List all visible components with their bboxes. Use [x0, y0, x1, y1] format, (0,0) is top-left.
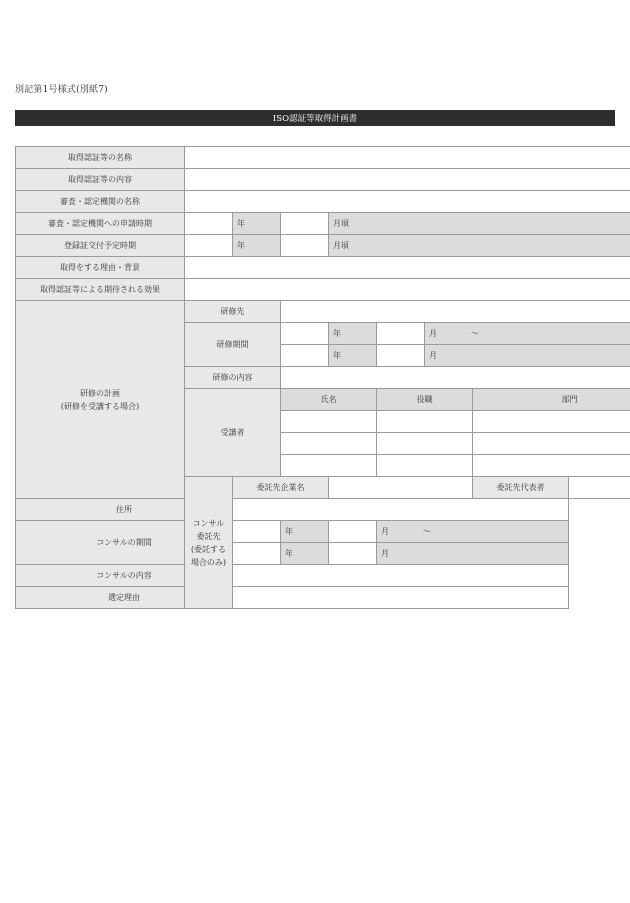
training-section-label: [16, 301, 185, 499]
training-content-label: 研修の内容: [185, 367, 281, 389]
month-unit: 月: [429, 329, 437, 338]
training-period-label: 研修期間: [185, 323, 281, 367]
issue-year-field[interactable]: [185, 235, 233, 257]
reason-field[interactable]: [185, 257, 630, 279]
month-unit-range: [425, 323, 630, 345]
training-section-note: (研修を受講する場合): [60, 401, 140, 411]
consult-end-month-field[interactable]: [329, 543, 377, 565]
consult-address-label: 住所: [16, 499, 233, 521]
consult-content-field[interactable]: [233, 565, 569, 587]
col-position-header: 役職: [377, 389, 473, 411]
application-month-field[interactable]: [281, 213, 329, 235]
month-unit: 月: [381, 527, 389, 536]
consult-section-note: (委託する場合のみ): [190, 544, 227, 567]
training-end-month-field[interactable]: [377, 345, 425, 367]
cert-content-field[interactable]: [185, 169, 630, 191]
year-unit: 年: [281, 521, 329, 543]
consult-address-field[interactable]: [233, 499, 569, 521]
month-approx-unit: 月頃: [329, 213, 630, 235]
consult-end-year-field[interactable]: [233, 543, 281, 565]
attendee-department-field[interactable]: [473, 433, 630, 455]
cert-name-label: 取得認証等の名称: [16, 147, 185, 169]
year-unit: 年: [233, 213, 281, 235]
form-number: 別記第1号様式(別紙7): [15, 85, 108, 95]
cert-content-label: 取得認証等の内容: [16, 169, 185, 191]
issue-timing-label: 登録証交付予定時期: [16, 235, 185, 257]
issue-month-field[interactable]: [281, 235, 329, 257]
col-name-header: 氏名: [281, 389, 377, 411]
consult-company-field[interactable]: [329, 477, 473, 499]
tilde-mark: ～: [423, 527, 431, 536]
col-department-header: 部門: [473, 389, 630, 411]
attendee-position-field[interactable]: [377, 411, 473, 433]
consult-company-label: 委託先企業名: [233, 477, 329, 499]
selection-reason-field[interactable]: [233, 587, 569, 609]
tilde-mark: ～: [471, 329, 479, 338]
attendee-name-field[interactable]: [281, 455, 377, 477]
consult-representative-label: 委託先代表者: [473, 477, 569, 499]
consult-start-month-field[interactable]: [329, 521, 377, 543]
document-title: ISO認証等取得計画書: [15, 110, 615, 126]
attendee-department-field[interactable]: [473, 411, 630, 433]
training-content-field[interactable]: [281, 367, 630, 389]
application-year-field[interactable]: [185, 213, 233, 235]
year-unit: 年: [281, 543, 329, 565]
training-section-title: 研修の計画: [80, 388, 120, 398]
training-destination-field[interactable]: [281, 301, 630, 323]
month-approx-unit: 月頃: [329, 235, 630, 257]
cert-name-field[interactable]: [185, 147, 630, 169]
expected-effect-field[interactable]: [185, 279, 630, 301]
month-unit: 月: [425, 345, 630, 367]
reason-label: 取得をする理由・背景: [16, 257, 185, 279]
attendee-position-field[interactable]: [377, 433, 473, 455]
consult-representative-field[interactable]: [569, 477, 630, 499]
attendee-name-field[interactable]: [281, 433, 377, 455]
training-start-month-field[interactable]: [377, 323, 425, 345]
attendee-department-field[interactable]: [473, 455, 630, 477]
expected-effect-label: 取得認証等による期待される効果: [16, 279, 185, 301]
training-end-year-field[interactable]: [281, 345, 329, 367]
consult-start-year-field[interactable]: [233, 521, 281, 543]
selection-reason-label: 選定理由: [16, 587, 233, 609]
month-unit-range: [377, 521, 569, 543]
month-unit: 月: [377, 543, 569, 565]
application-timing-label: 審査・認定機関への申請時期: [16, 213, 185, 235]
training-start-year-field[interactable]: [281, 323, 329, 345]
attendee-position-field[interactable]: [377, 455, 473, 477]
training-destination-label: 研修先: [185, 301, 281, 323]
year-unit: 年: [233, 235, 281, 257]
consult-content-label: コンサルの内容: [16, 565, 233, 587]
attendee-name-field[interactable]: [281, 411, 377, 433]
attendees-label: 受講者: [185, 389, 281, 477]
auditor-name-label: 審査・認定機関の名称: [16, 191, 185, 213]
consult-section-title: コンサル委託先: [192, 518, 225, 541]
auditor-name-field[interactable]: [185, 191, 630, 213]
year-unit: 年: [329, 345, 377, 367]
iso-plan-form: [15, 146, 630, 609]
year-unit: 年: [329, 323, 377, 345]
consult-period-label: コンサルの期間: [16, 521, 233, 565]
